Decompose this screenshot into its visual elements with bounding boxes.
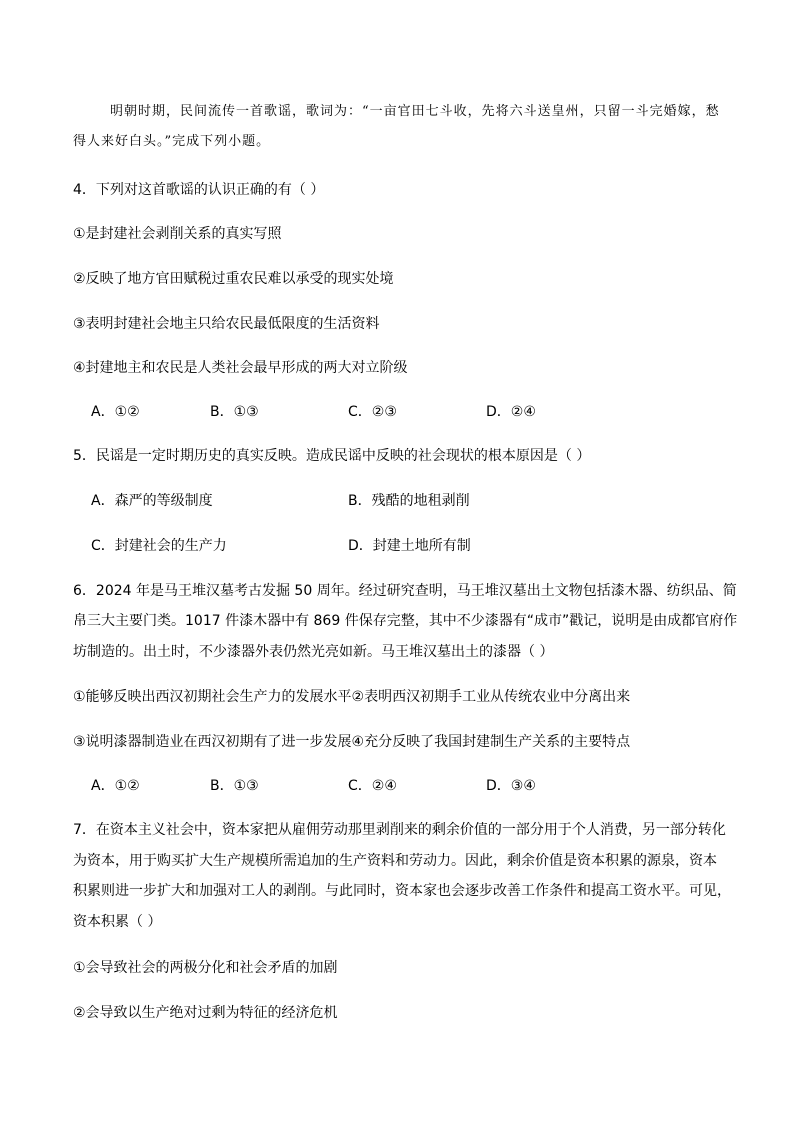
answer-option-d: D．②④ xyxy=(486,404,536,420)
answer-option-a: A．①② xyxy=(91,778,140,794)
answer-option-a: A．①② xyxy=(91,404,140,420)
question-stem-line-2: 为资本，用于购买扩大生产规模所需追加的生产资料和劳动力。因此，剩余价值是资本积累的源泉，资本 xyxy=(73,853,717,869)
statement-item: ④封建地主和农民是人类社会最早形成的两大对立阶级 xyxy=(73,360,408,376)
statement-item: ②反映了地方官田赋税过重农民难以承受的现实处境 xyxy=(73,271,394,287)
statement-item: ①会导致社会的两极分化和社会矛盾的加剧 xyxy=(73,960,338,976)
question-stem: 4．下列对这首歌谣的认识正确的有（ ） xyxy=(73,182,325,198)
question-stem: 5．民谣是一定时期历史的真实反映。造成民谣中反映的社会现状的根本原因是（ ） xyxy=(73,448,591,464)
intro-line-2: 得人来好白头。”完成下列小题。 xyxy=(73,134,271,149)
answer-option-b: B．①③ xyxy=(210,404,259,420)
answer-option-c: C．②③ xyxy=(348,404,397,420)
question-stem-line-3: 坊制造的。出土时，不少漆器外表仍然光亮如新。马王堆汉墓出土的漆器（ ） xyxy=(73,644,554,660)
answer-option-c: C．②④ xyxy=(348,778,397,794)
answer-option-b: B．残酷的地租剥削 xyxy=(348,493,470,509)
statement-item: ①能够反映出西汉初期社会生产力的发展水平②表明西汉初期手工业从传统农业中分离出来 xyxy=(73,689,631,705)
intro-line-1: 明朝时期，民间流传一首歌谣，歌词为：“一亩官田七斗收，先将六斗送皇州，只留一斗完婚嫁，愁 xyxy=(110,104,720,119)
question-stem-line-1: 6．2024 年是马王堆汉墓考古发掘 50 周年。经过研究查明，马王堆汉墓出土文物包括漆木器、纺织品、简 xyxy=(73,583,737,599)
question-stem-line-2: 帛三大主要门类。1017 件漆木器中有 869 件保存完整，其中不少漆器有“成市”戳记，说明是由成都官府作 xyxy=(73,613,738,629)
answer-option-a: A．森严的等级制度 xyxy=(91,493,213,509)
answer-option-d: D．③④ xyxy=(486,778,536,794)
statement-item: ③说明漆器制造业在西汉初期有了进一步发展④充分反映了我国封建制生产关系的主要特点 xyxy=(73,734,631,750)
question-stem-line-1: 7．在资本主义社会中，资本家把从雇佣劳动那里剥削来的剩余价值的一部分用于个人消费，另一部分转化 xyxy=(73,822,726,838)
question-stem-line-4: 资本积累（ ） xyxy=(73,914,162,930)
statement-item: ③表明封建社会地主只给农民最低限度的生活资料 xyxy=(73,316,380,332)
statement-item: ②会导致以生产绝对过剩为特征的经济危机 xyxy=(73,1005,338,1021)
answer-option-b: B．①③ xyxy=(210,778,259,794)
question-stem-line-3: 积累则进一步扩大和加强对工人的剥削。与此同时，资本家也会逐步改善工作条件和提高工资水平。可见， xyxy=(73,883,731,899)
answer-option-d: D．封建土地所有制 xyxy=(348,538,471,554)
answer-option-c: C．封建社会的生产力 xyxy=(91,538,227,554)
statement-item: ①是封建社会剥削关系的真实写照 xyxy=(73,226,282,242)
